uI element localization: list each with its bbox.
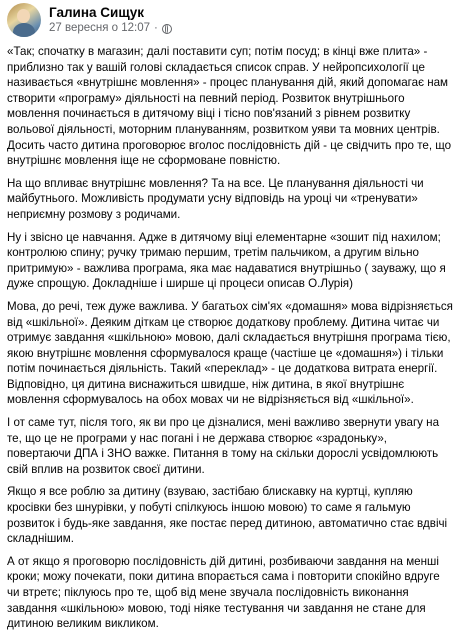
post-paragraph-2: На що впливає внутрішнє мовлення? Та на все. Це планування діяльності чи майбутнього. Можливість продумати усну відповідь на уроці чи «тренувати» неприємну розмову з родичами.: [7, 176, 424, 221]
separator-dot: ·: [154, 22, 158, 34]
post-timestamp[interactable]: 27 вересня о 12:07: [49, 22, 151, 34]
post-paragraph-6: Якщо я все роблю за дитину (взуваю, застібаю блискавку на куртці, купляю кросівки без шнурівки, у побуті спілкуюсь іншою мовою) то саме я гальмую розвиток і будь-яке завдання, яке постає перед дитиною, автоматично стає вдвічі складнішим.: [7, 485, 448, 546]
post-meta: [49, 4, 172, 36]
author-name[interactable]: Галина Сищук: [49, 5, 144, 20]
post-paragraph-3: Ну і звісно це навчання. Адже в дитячому віці елементарне «зошит під нахилом; контролюю спину; ручку тримаю першим, третім пальчиком, а другим вільно притримую» - важлива програма, яка має надаватися внутрішньо ( зауважу, що я дуже спрощую. Докладніше і ширше ці процеси описав О.Лурія): [7, 230, 446, 291]
post-paragraph-1: «Так; спочатку в магазин; далі поставити суп; потім посуд; в кінці вже плита» - приблизно так у вашій голові складається список справ. У нейропсихології це називається «внутрішнє мовлення» - процес планування дій, який допомагає нам створити «програму» діяльності на певний період. Розвиток внутрішнього мовлення починається в дитячому віці і тісно пов'язаний з рівнем розвитку вольової діяльності, моторним плануванням, розвитком уяви та мовних центрів. Досить часто дитина проговорює вголос послідовність дій - це свідчить про те, що внутрішнє мовлення іще не сформоване повністю.: [7, 45, 452, 168]
post-subline: [49, 21, 172, 36]
post-header: [7, 0, 454, 40]
globe-icon[interactable]: [162, 24, 172, 34]
post-paragraph-5: І от саме тут, після того, як ви про це дізналися, мені важливо звернути увагу на те, що це не програми у нас погані і не держава створює «зрадоньку», повертаючи ДПА і ЗНО важке. Питання в тому на скільки дорослі усвідомлюють свій вплив на розвиток своєї дитини.: [7, 416, 440, 476]
post-paragraph-4: Мова, до речі, теж дуже важлива. У багатьох сім'ях «домашня» мова відрізняється від «шкільної». Деяким діткам це створює додаткову проблему. Дитина читає чи отримує завдання «шкільною» мовою, далі складається внутрішня програма тією, якою внутрішнє мовлення сформувалося краще (частіше це «домашня») і тільки потім починається діяльність. Такий «переклад» - це додаткова витрата енергії. Відповідно, ця дитина виснажиться швидше, ніж дитина, в якої внутрішнє мовлення сформувалось на обох мовах чи не відрізняється від «шкільної».: [7, 299, 453, 407]
post-paragraph-7: А от якщо я проговорю послідовність дій дитині, розбиваючи завдання на менші кроки; можу почекати, поки дитина впорається сама і повторити спокійно вдруге чи втретє; піклуюсь про те, щоб від мене звучала послідовність виконання завдання «шкільною» мовою, тоді ніяке тестування чи завдання не стане для дитиною великим викликом.: [7, 554, 440, 631]
author-avatar[interactable]: [7, 3, 41, 37]
post-body: [7, 44, 454, 632]
